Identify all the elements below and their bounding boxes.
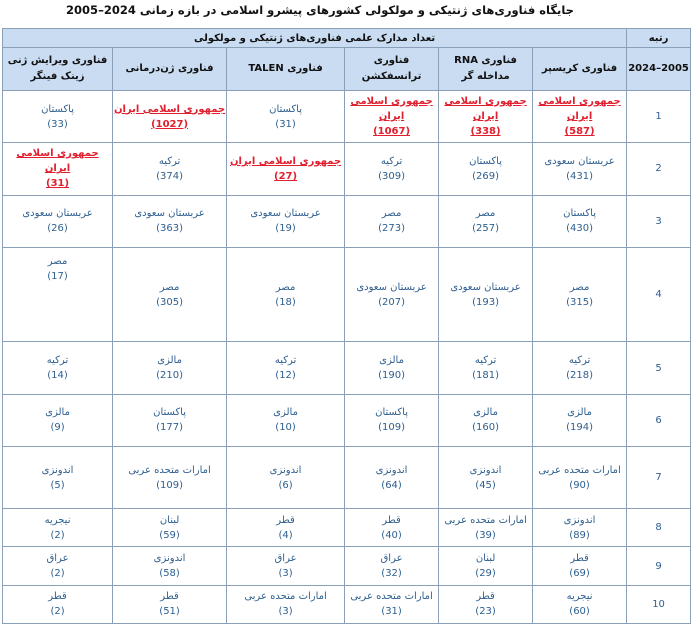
document-count: (26)	[47, 223, 68, 235]
country-name: پاکستان	[269, 103, 303, 115]
column-header-zinc-finger: فناوری ویرایش ژنی زینک فینگر	[3, 48, 113, 91]
country-name: امارات متحده عربی	[350, 591, 433, 603]
document-count: (32)	[381, 568, 402, 580]
country-cell	[533, 394, 627, 446]
country-name: قطر	[476, 591, 495, 603]
country-name: اندونزی	[469, 464, 502, 476]
country-cell	[3, 91, 113, 143]
country-name: لبنان	[159, 514, 180, 526]
country-cell	[345, 342, 439, 394]
document-count: (31)	[275, 118, 296, 130]
document-count: (587)	[564, 126, 595, 138]
table-row	[3, 143, 691, 195]
document-count: (309)	[378, 170, 406, 182]
country-cell	[439, 446, 533, 508]
country-cell	[533, 446, 627, 508]
country-cell	[533, 342, 627, 394]
country-cell	[345, 394, 439, 446]
country-name: جمهوری اسلامی ایران	[16, 148, 99, 175]
country-name: ترکیه	[474, 355, 497, 367]
rank-header: رتبه	[627, 29, 691, 48]
country-name: مالزی	[473, 407, 498, 419]
country-cell	[533, 91, 627, 143]
country-cell	[345, 247, 439, 342]
country-name: مصر	[381, 208, 402, 220]
country-name: مصر	[47, 255, 68, 267]
document-count: (45)	[475, 479, 496, 491]
table-row	[3, 446, 691, 508]
country-name: مالزی	[273, 407, 298, 419]
country-cell	[113, 509, 227, 547]
country-cell	[113, 394, 227, 446]
document-count: (89)	[569, 529, 590, 541]
country-cell	[3, 342, 113, 394]
document-count: (23)	[475, 606, 496, 618]
document-count: (31)	[381, 606, 402, 618]
document-count: (210)	[156, 370, 184, 382]
document-count: (269)	[472, 170, 500, 182]
country-name: امارات متحده عربی	[128, 464, 211, 476]
country-name: ترکیه	[46, 355, 69, 367]
table-row	[3, 585, 691, 623]
country-cell	[345, 446, 439, 508]
country-cell	[345, 143, 439, 195]
rank-cell: 6	[627, 394, 691, 446]
document-count: (193)	[472, 296, 500, 308]
document-count: (218)	[566, 370, 594, 382]
table-row	[3, 247, 691, 342]
country-name: جمهوری اسلامی ایران	[113, 103, 226, 115]
country-cell	[113, 195, 227, 247]
document-count: (4)	[278, 529, 293, 541]
document-count: (431)	[566, 170, 594, 182]
document-count: (109)	[378, 422, 406, 434]
country-cell	[439, 547, 533, 585]
document-count: (27)	[274, 170, 298, 182]
country-name: قطر	[382, 514, 401, 526]
country-name: جمهوری اسلامی ایران	[229, 155, 342, 167]
document-count: (12)	[275, 370, 296, 382]
country-cell	[227, 446, 345, 508]
document-count: (2)	[50, 529, 65, 541]
country-cell	[113, 547, 227, 585]
country-name: مصر	[475, 208, 496, 220]
country-name: مصر	[159, 281, 180, 293]
country-cell	[3, 394, 113, 446]
document-count: (31)	[45, 178, 70, 190]
country-cell	[439, 195, 533, 247]
country-name: عراق	[380, 553, 403, 565]
country-name: اندونزی	[153, 553, 186, 565]
rank-cell: 4	[627, 247, 691, 342]
document-count: (18)	[275, 296, 296, 308]
document-count: (14)	[47, 370, 68, 382]
document-count: (90)	[569, 479, 590, 491]
rank-cell: 7	[627, 446, 691, 508]
country-cell	[533, 547, 627, 585]
country-name: عربستان سعودی	[134, 208, 205, 220]
document-count: (3)	[278, 568, 293, 580]
table-body	[3, 91, 691, 624]
country-cell	[345, 91, 439, 143]
page-title: جایگاه فناوری‌های ژنتیکی و مولکولی کشورهای پیشرو اسلامی در بازه زمانی 2024–2005	[66, 3, 574, 17]
country-name: پاکستان	[469, 155, 503, 167]
country-cell	[345, 509, 439, 547]
document-count: (69)	[569, 568, 590, 580]
country-name: اندونزی	[41, 464, 74, 476]
table-row	[3, 91, 691, 143]
country-name: امارات متحده عربی	[244, 591, 327, 603]
country-cell	[227, 143, 345, 195]
country-name: امارات متحده عربی	[538, 464, 621, 476]
document-count: (257)	[472, 223, 500, 235]
document-count: (315)	[566, 296, 594, 308]
document-count: (430)	[566, 223, 594, 235]
table-row	[3, 195, 691, 247]
document-count: (10)	[275, 422, 296, 434]
country-name: مالزی	[45, 407, 70, 419]
country-cell	[533, 247, 627, 342]
document-count: (305)	[156, 296, 184, 308]
document-count: (181)	[472, 370, 500, 382]
table-row	[3, 509, 691, 547]
country-cell	[439, 342, 533, 394]
country-cell	[533, 509, 627, 547]
column-header-gene-therapy: فناوری ژن‌درمانی	[113, 48, 227, 91]
document-count: (59)	[159, 529, 180, 541]
rank-cell: 10	[627, 585, 691, 623]
country-cell	[227, 509, 345, 547]
country-name: ترکیه	[158, 155, 181, 167]
country-cell	[345, 547, 439, 585]
document-count: (109)	[156, 479, 184, 491]
country-cell	[227, 394, 345, 446]
document-count: (1067)	[373, 126, 411, 138]
country-cell	[439, 143, 533, 195]
country-cell	[113, 91, 227, 143]
country-name: قطر	[48, 591, 67, 603]
country-cell	[439, 394, 533, 446]
country-name: امارات متحده عربی	[444, 514, 527, 526]
country-name: عراق	[46, 553, 69, 565]
country-cell	[113, 342, 227, 394]
rank-cell: 8	[627, 509, 691, 547]
country-cell	[227, 342, 345, 394]
ranking-table	[2, 28, 691, 624]
country-name: پاکستان	[375, 407, 409, 419]
country-name: قطر	[570, 553, 589, 565]
country-cell	[439, 509, 533, 547]
country-cell	[227, 247, 345, 342]
country-name: مصر	[275, 281, 296, 293]
table-row	[3, 342, 691, 394]
country-name: جمهوری اسلامی ایران	[538, 96, 621, 123]
document-count: (338)	[470, 126, 501, 138]
document-count: (58)	[159, 568, 180, 580]
country-cell	[345, 195, 439, 247]
country-name: عربستان سعودی	[450, 281, 521, 293]
document-count: (2)	[50, 568, 65, 580]
country-cell	[533, 195, 627, 247]
group-header: تعداد مدارک علمی فناوری‌های ژنتیکی و مولکولی	[3, 29, 627, 48]
rank-cell: 2	[627, 143, 691, 195]
column-header-talen: فناوری TALEN	[227, 48, 345, 91]
country-cell	[227, 547, 345, 585]
country-name: عربستان سعودی	[544, 155, 615, 167]
country-name: جمهوری اسلامی ایران	[444, 96, 527, 123]
document-count: (5)	[50, 479, 65, 491]
country-name: جمهوری اسلامی ایران	[350, 96, 433, 123]
country-name: مالزی	[157, 355, 182, 367]
country-cell	[113, 446, 227, 508]
document-count: (6)	[278, 479, 293, 491]
document-count: (33)	[47, 118, 68, 130]
country-name: عربستان سعودی	[22, 208, 93, 220]
document-count: (273)	[378, 223, 406, 235]
country-cell	[439, 585, 533, 623]
document-count: (363)	[156, 223, 184, 235]
document-count: (60)	[569, 606, 590, 618]
country-name: ترکیه	[568, 355, 591, 367]
country-cell	[3, 247, 113, 342]
country-name: قطر	[276, 514, 295, 526]
country-name: اندونزی	[269, 464, 302, 476]
country-cell	[345, 585, 439, 623]
document-count: (374)	[156, 170, 184, 182]
document-count: (64)	[381, 479, 402, 491]
country-cell	[113, 247, 227, 342]
document-count: (19)	[275, 223, 296, 235]
country-name: عراق	[274, 553, 297, 565]
period-header: 2005–2024	[627, 48, 691, 91]
country-cell	[3, 585, 113, 623]
country-name: پاکستان	[563, 208, 597, 220]
table-row	[3, 394, 691, 446]
document-count: (190)	[378, 370, 406, 382]
country-name: عربستان سعودی	[356, 281, 427, 293]
country-cell	[227, 585, 345, 623]
country-name: ترکیه	[274, 355, 297, 367]
rank-cell: 9	[627, 547, 691, 585]
country-name: پاکستان	[41, 103, 74, 115]
country-cell	[3, 143, 113, 195]
column-header-crispr: فناوری کریسپر	[533, 48, 627, 91]
rank-cell: 5	[627, 342, 691, 394]
country-cell	[533, 143, 627, 195]
document-count: (194)	[566, 422, 594, 434]
country-name: ترکیه	[380, 155, 403, 167]
country-cell	[113, 585, 227, 623]
rank-cell: 1	[627, 91, 691, 143]
country-name: لبنان	[475, 553, 496, 565]
country-name: عربستان سعودی	[250, 208, 321, 220]
country-cell	[3, 195, 113, 247]
document-count: (29)	[475, 568, 496, 580]
country-cell	[3, 446, 113, 508]
table-row	[3, 547, 691, 585]
country-name: مالزی	[379, 355, 404, 367]
country-name: اندونزی	[375, 464, 408, 476]
country-cell	[439, 247, 533, 342]
country-cell	[439, 91, 533, 143]
document-count: (177)	[156, 422, 184, 434]
document-count: (2)	[50, 606, 65, 618]
document-count: (1027)	[151, 118, 189, 130]
country-cell	[3, 509, 113, 547]
country-cell	[227, 195, 345, 247]
country-cell	[533, 585, 627, 623]
country-name: قطر	[160, 591, 179, 603]
document-count: (207)	[378, 296, 406, 308]
country-name: نیجریه	[566, 591, 593, 603]
country-cell	[227, 91, 345, 143]
column-header-rnai: فناوری RNA مداخله گر	[439, 48, 533, 91]
country-name: نیجریه	[44, 514, 71, 526]
country-name: مالزی	[567, 407, 592, 419]
document-count: (9)	[50, 422, 65, 434]
document-count: (39)	[475, 529, 496, 541]
country-cell	[113, 143, 227, 195]
document-count: (40)	[381, 529, 402, 541]
column-header-transfection: فناوری ترانسفکشن	[345, 48, 439, 91]
country-name: اندونزی	[563, 514, 596, 526]
document-count: (160)	[472, 422, 500, 434]
country-name: مصر	[569, 281, 590, 293]
document-count: (51)	[159, 606, 180, 618]
country-name: پاکستان	[153, 407, 187, 419]
document-count: (17)	[47, 270, 68, 282]
rank-cell: 3	[627, 195, 691, 247]
document-count: (3)	[278, 606, 293, 618]
country-cell	[3, 547, 113, 585]
